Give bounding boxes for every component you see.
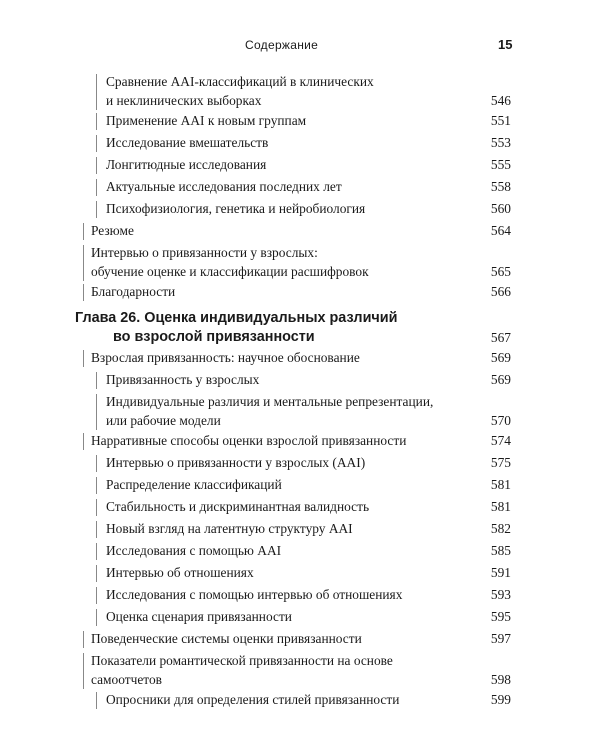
level-indent-rule [96,372,97,389]
toc-entry[interactable] [0,651,600,689]
toc-entry-title-line: Опросники для определения стилей привязанности [106,692,400,707]
toc-entry-title-line: Актуальные исследования последних лет [106,179,342,194]
toc-entry-page: 598 [490,672,511,687]
page-number: 15 [498,37,513,52]
toc-entry[interactable] [0,585,600,604]
level-indent-rule [96,394,97,430]
toc-entry-title-line: Исследования с помощью интервью об отношениях [106,587,403,602]
level-indent-rule [83,433,84,450]
toc-entry-title-line: Привязанность у взрослых [106,372,260,387]
toc-entry-title [91,629,362,648]
level-indent-rule [83,631,84,648]
toc-entry[interactable] [0,133,600,152]
level-indent-rule [96,609,97,626]
toc-entry-title [106,199,365,218]
toc-entry-title [75,309,397,347]
toc-entry-title-line: Резюме [91,223,134,238]
toc-entry-title-line: Нарративные способы оценки взрослой привязанности [91,433,407,448]
toc-entry-title [106,475,282,494]
toc-entry-title-line: или рабочие модели [106,413,221,428]
toc-entry-title [91,243,369,281]
level-indent-rule [96,477,97,494]
toc-entry-title-line: Применение AAI к новым группам [106,113,307,128]
toc-entry-page: 546 [490,93,511,108]
toc-entry-title [106,370,259,389]
toc-entry-page: 560 [490,201,511,216]
toc-entry-page: 569 [490,372,511,387]
toc-entry[interactable] [0,690,600,709]
toc-entry[interactable] [0,629,600,648]
toc-entry-title [106,155,266,174]
toc-entry-page: 599 [490,692,511,707]
toc-entry-title-line: Исследование вмешательств [106,135,269,150]
toc-entry-title-line: Благодарности [91,284,176,299]
toc-entry-title-line: Интервью о привязанности у взрослых (AAI) [106,455,366,470]
toc-entry[interactable] [0,453,600,472]
level-indent-rule [96,587,97,604]
level-indent-rule [83,245,84,281]
toc-entry[interactable] [0,392,600,430]
toc-entry-page: 597 [490,631,511,646]
toc-entry[interactable] [0,607,600,626]
toc-entry[interactable] [0,221,600,240]
toc-entry-title-line: Поведенческие системы оценки привязанности [91,631,362,646]
toc-entry-title [106,541,281,560]
toc-entry[interactable] [0,519,600,538]
toc-entry-page: 591 [490,565,511,580]
toc-entry-page: 566 [490,284,511,299]
toc-entry-page: 564 [490,223,511,238]
level-indent-rule [96,157,97,174]
toc-entry-page: 593 [490,587,511,602]
toc-entry-title-line: Психофизиология, генетика и нейробиология [106,201,366,216]
toc-entry-page: 575 [490,455,511,470]
toc-entry-title [106,519,353,538]
toc-entry-title-line: Интервью о привязанности у взрослых: [91,245,318,260]
toc-entry-title-line: Сравнение AAI-классификаций в клинических [106,74,374,89]
toc-entry[interactable] [0,282,600,301]
toc-entry-title-line: Лонгитюдные исследования [106,157,267,172]
toc-entry-title-line: Исследования с помощью AAI [106,543,282,558]
level-indent-rule [83,350,84,367]
chapter-heading[interactable] [0,309,600,347]
toc-entry[interactable] [0,243,600,281]
toc-entry-page: 558 [490,179,511,194]
level-indent-rule [96,135,97,152]
toc-entry-title [91,282,175,301]
level-indent-rule [96,113,97,130]
level-indent-rule [83,284,84,301]
toc-entry-page: 585 [490,543,511,558]
toc-entry-title [91,348,360,367]
toc-entry-title [106,133,268,152]
level-indent-rule [96,692,97,709]
toc-entry-title-line: самоотчетов [91,672,162,687]
level-indent-rule [96,565,97,582]
toc-entry-page: 569 [490,350,511,365]
toc-entry-title [106,690,399,709]
toc-entry-title [91,651,393,689]
toc-entry[interactable] [0,348,600,367]
level-indent-rule [96,543,97,560]
level-indent-rule [96,499,97,516]
toc-entry-title [106,563,254,582]
toc-entry-title-line: Индивидуальные различия и ментальные репрезентации, [106,394,434,409]
toc-entry-page: 567 [490,330,511,345]
toc-entry-title [91,431,406,450]
level-indent-rule [96,74,97,110]
toc-entry-title-line: Глава 26. Оценка индивидуальных различий [75,310,398,326]
level-indent-rule [96,455,97,472]
running-header-title: Содержание [245,38,319,52]
toc-entry-page: 555 [490,157,511,172]
toc-entry[interactable] [0,475,600,494]
toc-entry-page: 553 [490,135,511,150]
level-indent-rule [83,223,84,240]
toc-entry-page: 570 [490,413,511,428]
toc-entry-title-line: Распределение классификаций [106,477,282,492]
toc-entry[interactable] [0,563,600,582]
toc-entry-title-line: обучение оценке и классификации расшифровок [91,264,369,279]
toc-entry-title-line: Новый взгляд на латентную структуру AAI [106,521,353,536]
toc-entry-title [106,111,306,130]
toc-entry-title-line: Взрослая привязанность: научное обоснование [91,350,360,365]
toc-entry[interactable] [0,370,600,389]
toc-entry[interactable] [0,177,600,196]
toc-entry[interactable] [0,541,600,560]
toc-entry-title-line: и неклинических выборках [106,93,262,108]
toc-entry[interactable] [0,72,600,110]
toc-entry[interactable] [0,199,600,218]
toc-entry-title [106,607,292,626]
toc-entry[interactable] [0,111,600,130]
toc-entry-title-line: во взрослой привязанности [113,329,315,345]
toc-entry-title [106,497,369,516]
toc-entry-page: 574 [490,433,511,448]
toc-entry-title [106,392,433,430]
toc-entry[interactable] [0,497,600,516]
level-indent-rule [96,201,97,218]
toc-entry-page: 565 [490,264,511,279]
toc-entry-title [106,453,365,472]
toc-entry-title [106,177,342,196]
toc-entry-title-line: Интервью об отношениях [106,565,254,580]
toc-entry-page: 595 [490,609,511,624]
toc-entry-page: 581 [490,477,511,492]
toc-entry-page: 582 [490,521,511,536]
toc-entry-title [106,585,402,604]
toc-entry-title-line: Показатели романтической привязанности на основе [91,653,393,668]
toc-entry[interactable] [0,431,600,450]
level-indent-rule [83,653,84,689]
toc-entry-title-line: Оценка сценария привязанности [106,609,292,624]
toc-entry-title-line: Стабильность и дискриминантная валидность [106,499,370,514]
level-indent-rule [96,179,97,196]
toc-entry[interactable] [0,155,600,174]
toc-entry-title [106,72,374,110]
toc-entry-page: 551 [490,113,511,128]
toc-entry-title [91,221,134,240]
toc-entry-page: 581 [490,499,511,514]
level-indent-rule [96,521,97,538]
